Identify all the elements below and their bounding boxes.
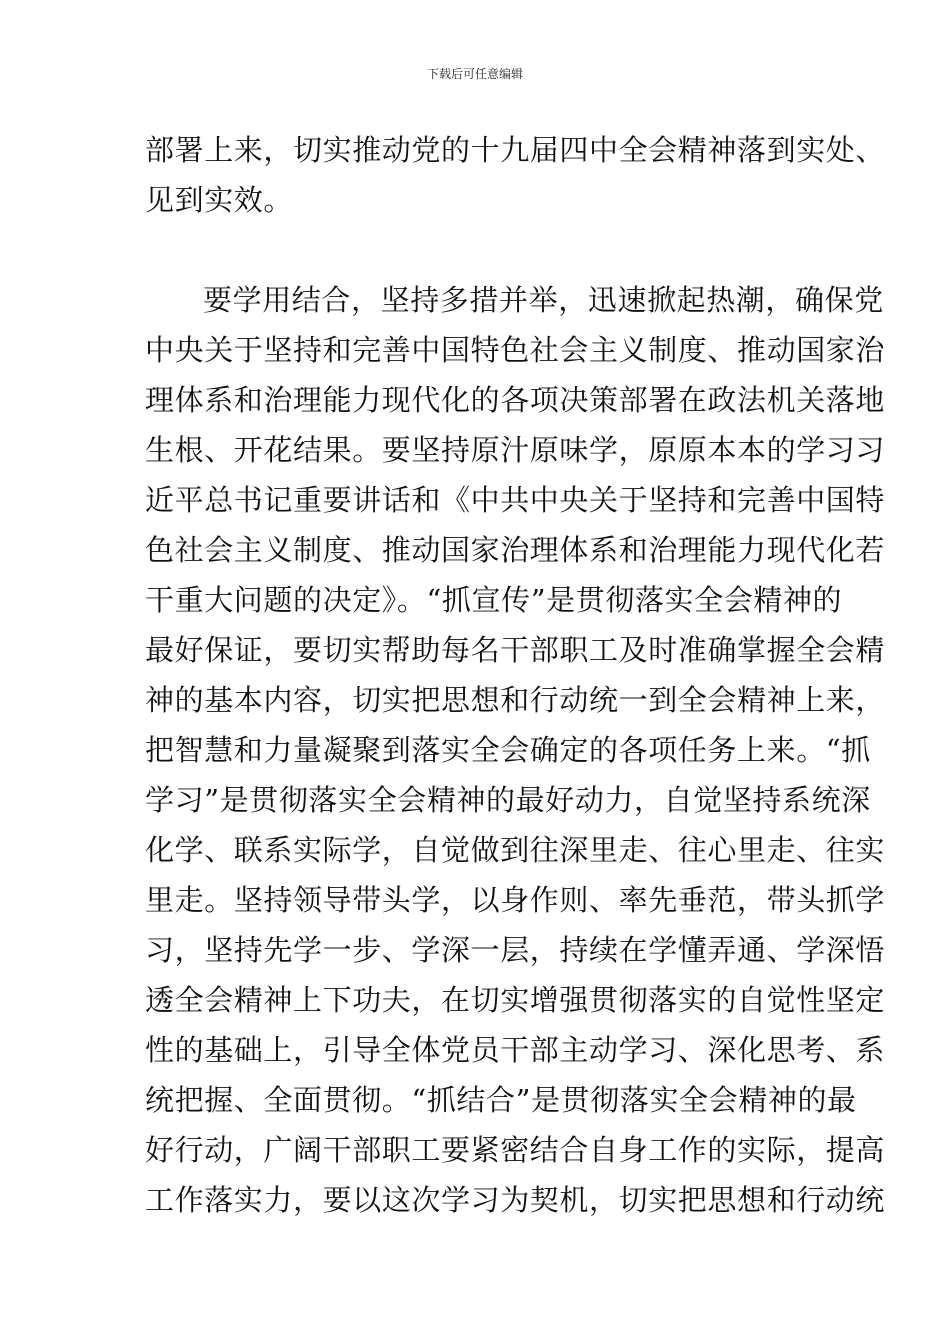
text-line: 习，坚持先学一步、学深一层，持续在学懂弄通、学深悟 (145, 933, 886, 967)
text-line: 把智慧和力量凝聚到落实全会确定的各项任务上来。“抓 (145, 733, 871, 767)
text-line: 中央关于坚持和完善中国特色社会主义制度、推动国家治 (145, 333, 886, 367)
page-header: 下载后可任意编辑 (426, 67, 523, 81)
text-line: 理体系和治理能力现代化的各项决策部署在政法机关落地 (145, 383, 886, 417)
text-line: 干重大问题的决定》。“抓宣传”是贯彻落实全会精神的 (145, 583, 843, 617)
paragraph-first-line: 要学用结合，坚持多措并举，迅速掀起热潮，确保党 (203, 283, 884, 317)
text-line: 最好保证，要切实帮助每名干部职工及时准确掌握全会精 (145, 633, 886, 667)
text-line: 神的基本内容，切实把思想和行动统一到全会精神上来， (145, 683, 886, 717)
text-line: 统把握、全面贯彻。“抓结合”是贯彻落实全会精神的最 (145, 1083, 857, 1117)
text-line: 部署上来，切实推动党的十九届四中全会精神落到实处、 (145, 133, 886, 167)
text-line: 色社会主义制度、推动国家治理体系和治理能力现代化若 (145, 533, 886, 567)
text-line: 工作落实力，要以这次学习为契机，切实把思想和行动统 (145, 1183, 886, 1217)
text-line: 里走。坚持领导带头学，以身作则、率先垂范，带头抓学 (145, 883, 886, 917)
text-line: 透全会精神上下功夫，在切实增强贯彻落实的自觉性坚定 (145, 983, 886, 1017)
text-line: 学习”是贯彻落实全会精神的最好动力，自觉坚持系统深 (145, 783, 871, 817)
text-line: 化学、联系实际学，自觉做到往深里走、往心里走、往实 (145, 833, 886, 867)
text-line: 性的基础上，引导全体党员干部主动学习、深化思考、系 (145, 1033, 886, 1067)
text-line: 生根、开花结果。要坚持原汁原味学，原原本本的学习习 (145, 433, 886, 467)
text-line: 见到实效。 (145, 183, 294, 217)
text-line: 近平总书记重要讲话和《中共中央关于坚持和完善中国特 (145, 483, 886, 517)
text-line: 好行动，广阔干部职工要紧密结合自身工作的实际，提高 (145, 1133, 886, 1167)
